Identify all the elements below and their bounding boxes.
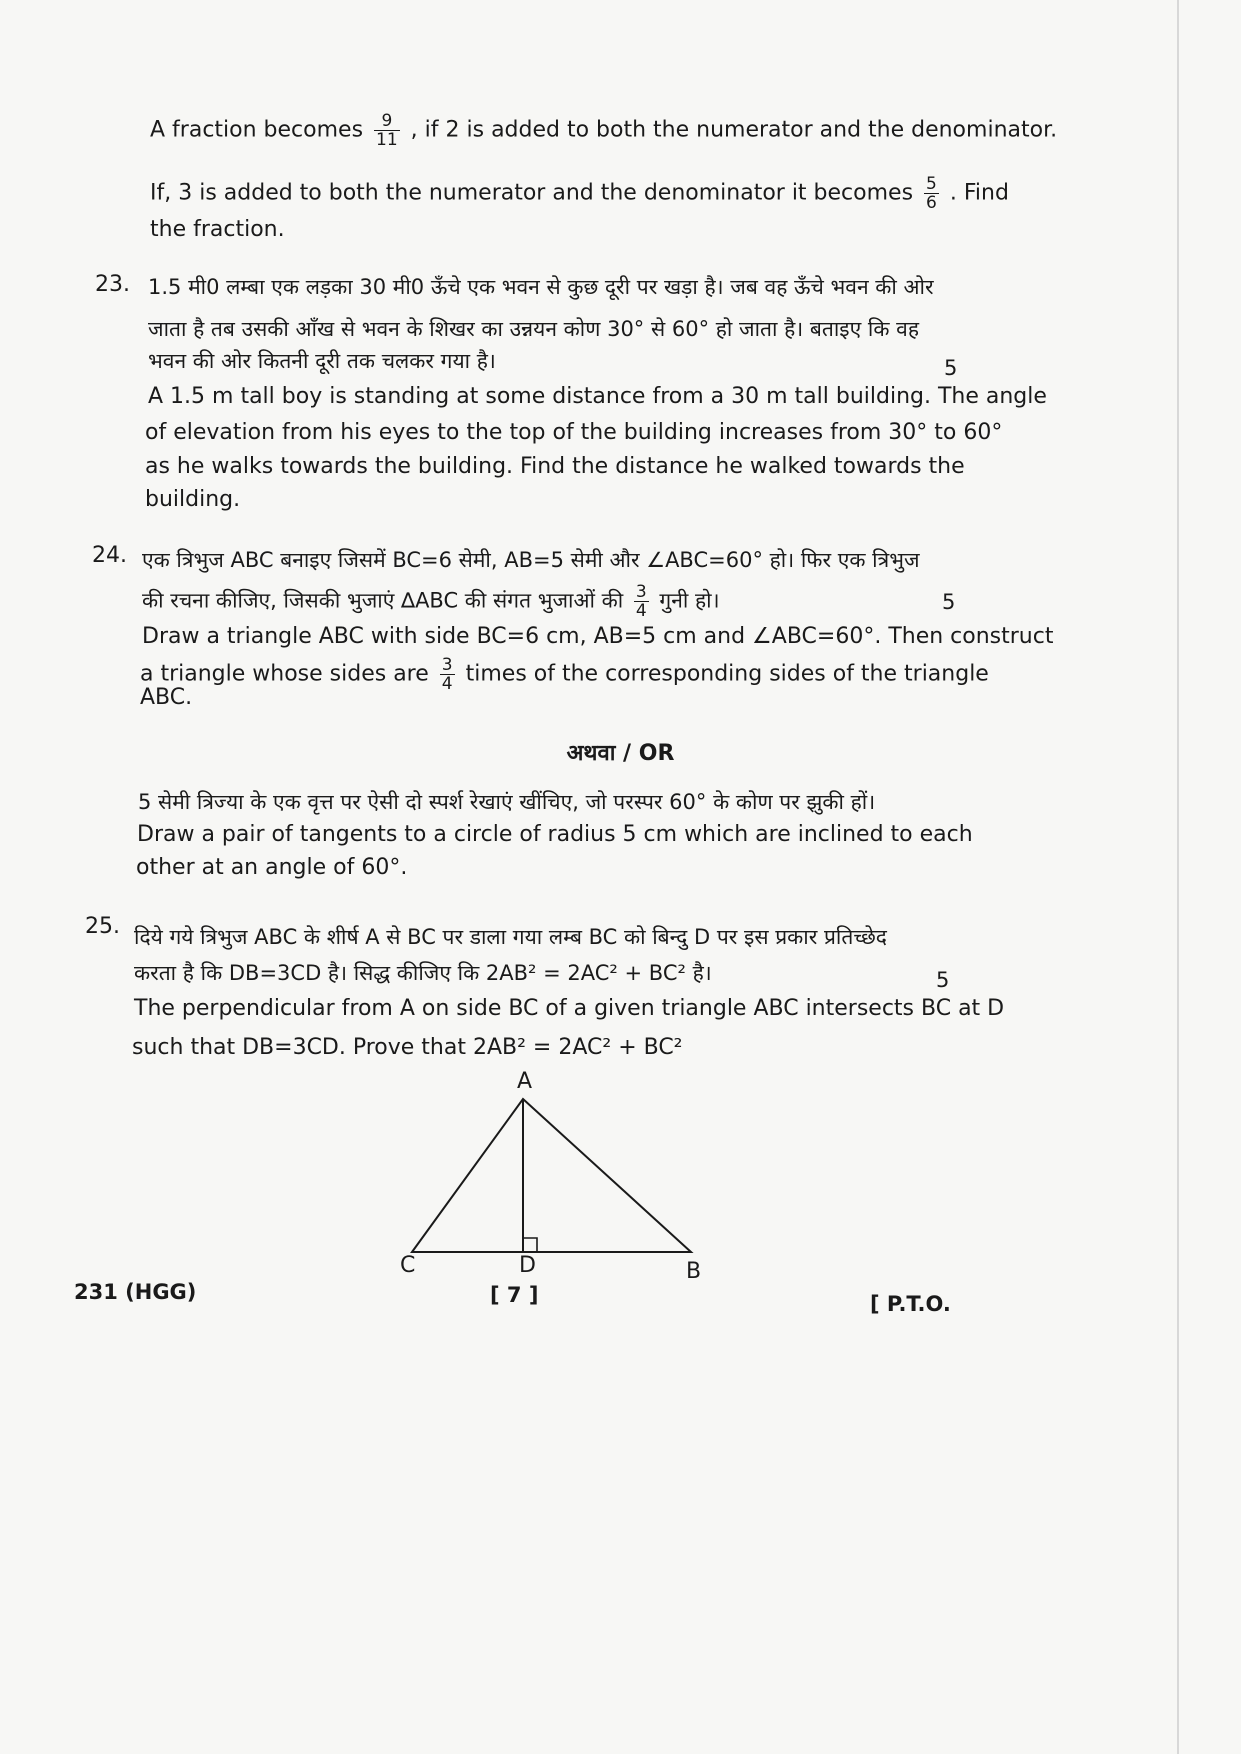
fraction-3-4 [634,583,649,620]
q23-english-line-1: A 1.5 m tall boy is standing at some distance from a 30 m tall building. The angle [148,384,1047,409]
q23-hindi-line-3: भवन की ओर कितनी दूरी तक चलकर गया है। [148,349,496,373]
q24-hindi-line-2 [142,583,720,620]
q22-text: . Find [949,180,1009,206]
fraction-numerator: 5 [926,174,937,194]
question-number-24: 24. [92,543,127,568]
fraction-denominator: 6 [926,193,937,213]
right-angle-mark [523,1238,537,1252]
question-number-23: 23. [95,272,130,297]
triangle-figure [380,1060,720,1290]
fraction-denominator: 4 [635,601,647,621]
q22-text: , if 2 is added to both the numerator and the denominator. [410,117,1058,143]
q24-english-line-3: ABC. [140,685,193,710]
q22-line-2 [150,175,1009,212]
q23-hindi-line-1: 1.5 मी0 लम्बा एक लड़का 30 मी0 ऊँचे एक भवन से कुछ दूरी पर खड़ा है। जब वह ऊँचे भवन की ओर [148,275,934,299]
q24-text: a triangle whose sides are [140,661,429,687]
page-edge [1177,0,1179,1754]
q23-english-line-2: of elevation from his eyes to the top of the building increases from 30° to 60° [145,420,1003,445]
vertex-label-c: C [400,1253,416,1278]
fraction-denominator: 11 [376,130,398,150]
q24-text: गुनी हो। [659,588,720,613]
vertex-label-b: B [686,1259,702,1284]
vertex-label-d: D [519,1253,536,1278]
fraction-5-6 [924,175,939,212]
q25-hindi-line-1: दिये गये त्रिभुज ABC के शीर्ष A से BC पर डाला गया लम्ब BC को बिन्दु D पर इस प्रकार प्रतिच्छेद [134,925,887,949]
fraction-3-4 [440,656,455,693]
q23-english-line-4: building. [145,487,241,512]
triangle-abc [412,1099,691,1252]
page-number: [ 7 ] [490,1283,539,1307]
q24-or-english-line-1: Draw a pair of tangents to a circle of radius 5 cm which are inclined to each [137,822,973,847]
question-number-25: 25. [85,914,120,939]
q24-english-line-2 [140,656,989,693]
fraction-denominator: 4 [441,674,453,694]
q22-text: A fraction becomes [150,117,364,143]
q24-or-english-line-2: other at an angle of 60°. [136,855,408,880]
q25-marks: 5 [936,968,950,992]
q25-english-line-1: The perpendicular from A on side BC of a given triangle ABC intersects BC at D [134,996,1005,1021]
q25-hindi-line-2: करता है कि DB=3CD है। सिद्ध कीजिए कि 2AB² = 2AC² + BC² है। [134,961,712,985]
or-heading: अथवा / OR [566,741,675,766]
fraction-numerator: 3 [635,582,647,602]
q22-line-1 [150,112,1057,149]
q24-english-line-1: Draw a triangle ABC with side BC=6 cm, AB=5 cm and ∠ABC=60°. Then construct [142,624,1054,649]
fraction-9-11 [374,112,400,149]
vertex-label-a: A [517,1069,533,1094]
paper-code: 231 (HGG) [74,1280,197,1304]
pto-label: [ P.T.O. [870,1292,951,1316]
q24-marks: 5 [942,590,956,614]
q24-hindi-line-1: एक त्रिभुज ABC बनाइए जिसमें BC=6 सेमी, AB=5 सेमी और ∠ABC=60° हो। फिर एक त्रिभुज [142,548,920,572]
q24-text: की रचना कीजिए, जिसकी भुजाएं ∆ABC की संगत भुजाओं की [142,588,624,613]
q23-hindi-line-2: जाता है तब उसकी आँख से भवन के शिखर का उन्नयन कोण 30° से 60° हो जाता है। बताइए कि वह [148,317,919,341]
q22-line-3: the fraction. [150,217,285,242]
q25-english-line-2: such that DB=3CD. Prove that 2AB² = 2AC² + BC² [132,1035,683,1060]
q24-or-hindi-line: 5 सेमी त्रिज्या के एक वृत्त पर ऐसी दो स्पर्श रेखाएं खींचिए, जो परस्पर 60° के कोण पर झुकी हों। [138,790,876,814]
q23-marks: 5 [944,356,958,380]
fraction-numerator: 3 [441,655,453,675]
q23-english-line-3: as he walks towards the building. Find the distance he walked towards the [145,454,965,479]
q24-text: times of the corresponding sides of the triangle [465,661,989,687]
q22-text: If, 3 is added to both the numerator and the denominator it becomes [150,180,914,206]
fraction-numerator: 9 [374,112,400,131]
